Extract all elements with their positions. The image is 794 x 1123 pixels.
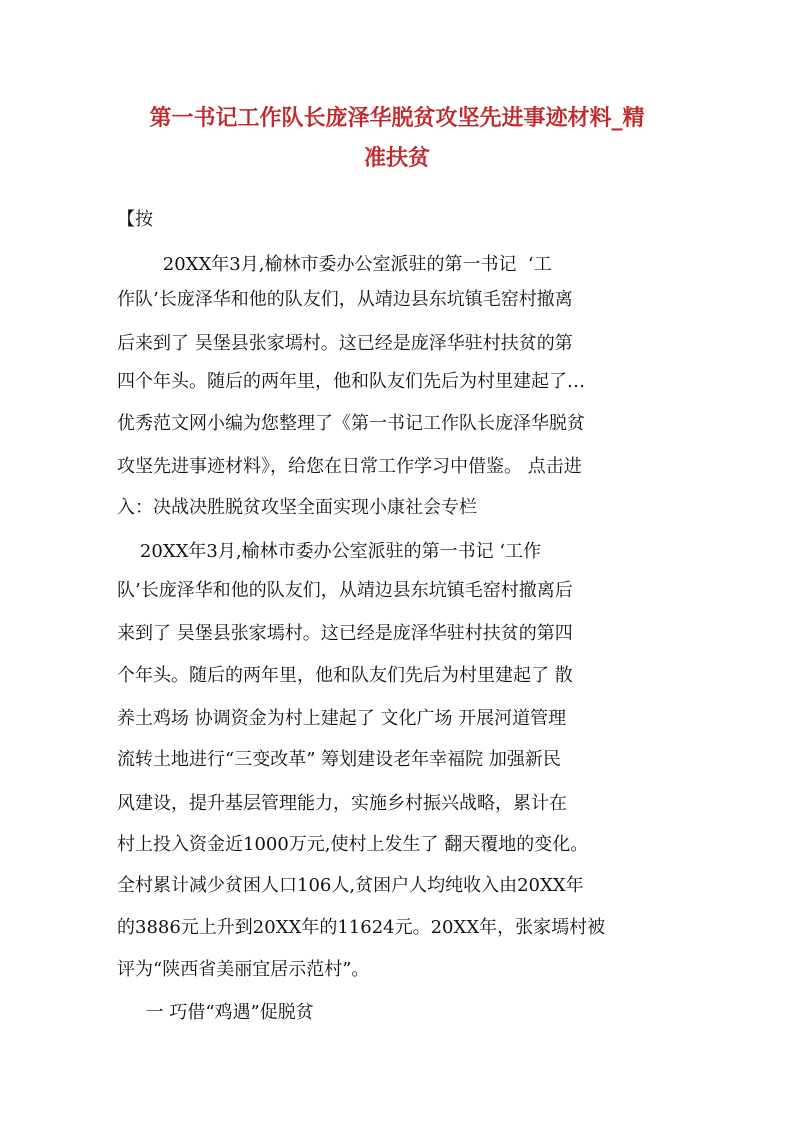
body-line: 作队’长庞泽华和他的队友们，从靖边县东坑镇毛窑村撤离 (117, 289, 573, 310)
body-line: 攻坚先进事迹材料》，给您在日常工作学习中借鉴。 点击进 (117, 456, 582, 477)
title-line-1: 第一书记工作队长庞泽华脱贫攻坚先进事迹材料_精 (149, 105, 645, 131)
body-line: 流转土地进行“三变改革” 筹划建设老年幸福院 加强新民 (117, 749, 561, 770)
body-line: 来到了 吴堡县张家墕村。这已经是庞泽华驻村扶贫的第四 (117, 623, 573, 644)
body-line: 风建设，提升基层管理能力，实施乡村振兴战略，累计在 (117, 793, 567, 814)
body-line: 村上投入资金近1000万元,使村上发生了 翻天覆地的变化。 (117, 834, 589, 855)
body-line: 入：决战决胜脱贫攻坚全面实现小康社会专栏 (117, 497, 477, 518)
body-line: 优秀范文网小编为您整理了《第一书记工作队长庞泽华脱贫 (117, 413, 585, 434)
body-line: 养土鸡场 协调资金为村上建起了 文化广场 开展河道管理 (117, 708, 567, 729)
body-line: 【按 (117, 209, 153, 230)
body-line: 队’长庞泽华和他的队友们，从靖边县东坑镇毛窑村撤离后 (117, 580, 573, 601)
section-heading: 一 巧借“鸡遇”促脱贫 (117, 1002, 314, 1023)
body-line: 后来到了 吴堡县张家墕村。这已经是庞泽华驻村扶贫的第 (117, 333, 573, 354)
document-title (100, 98, 694, 178)
body-line: 20XX年3月,榆林市委办公室派驻的第一书记 ‘工作 (117, 541, 542, 562)
body-line: 个年头。随后的两年里，他和队友们先后为村里建起了 散 (117, 665, 573, 686)
body-line: 的3886元上升到20XX年的11624元。20XX年，张家墕村被 (117, 917, 606, 938)
body-line: 全村累计减少贫困人口106人,贫困户人均纯收入由20XX年 (117, 875, 584, 896)
title-line-2: 准扶贫 (363, 145, 430, 171)
body-line: 四个年头。随后的两年里，他和队友们先后为村里建起了… (117, 371, 585, 392)
body-line: 评为“陕西省美丽宜居示范村”。 (117, 959, 370, 980)
body-line: 20XX年3月,榆林市委办公室派驻的第一书记 ‘工 (117, 254, 552, 275)
